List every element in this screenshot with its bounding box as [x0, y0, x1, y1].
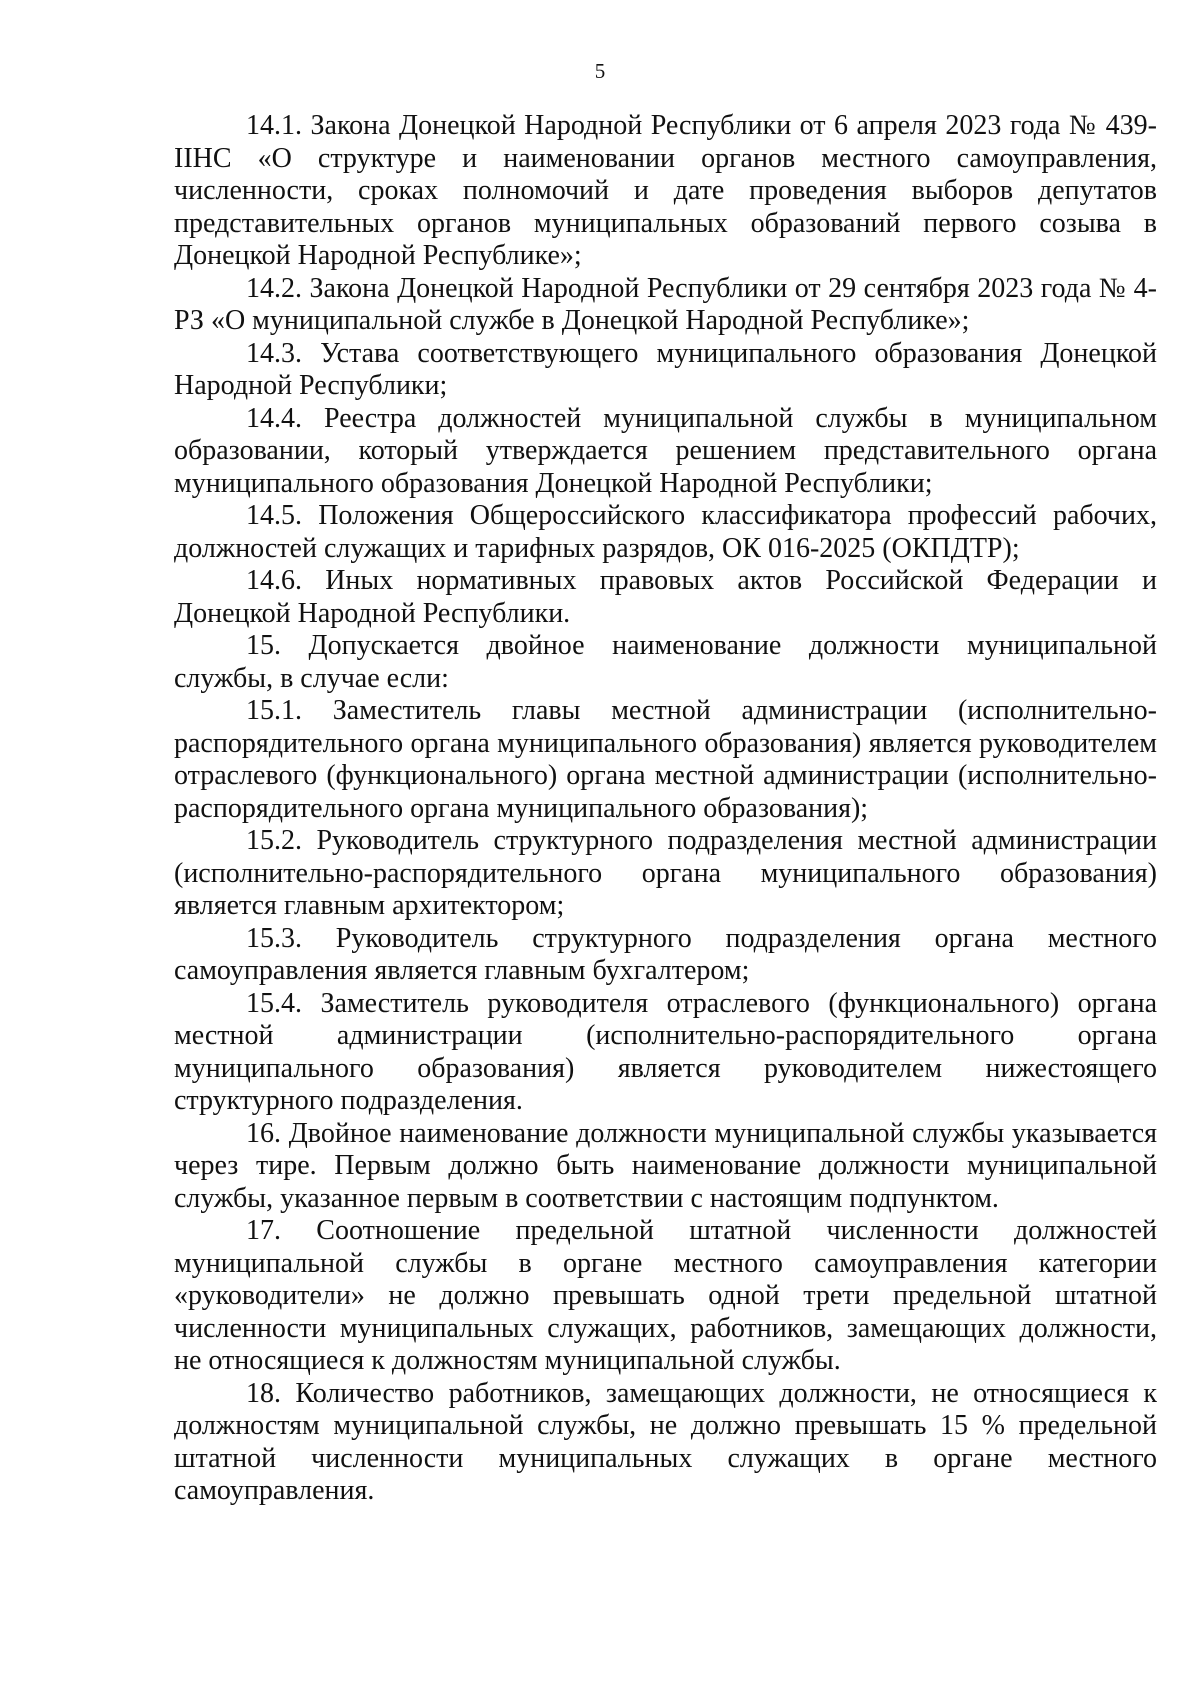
paragraph-15: 15. Допускается двойное наименование должности муниципальной службы, в случае если:	[174, 630, 1157, 694]
paragraph-14-6: 14.6. Иных нормативных правовых актов Российской Федерации и Донецкой Народной Республики.	[174, 565, 1157, 629]
paragraph-15-1: 15.1. Заместитель главы местной администрации (исполнительно-распорядительного органа муниципального образования) является руководителем отраслевого (функционального) органа местной администрации (исполнительно-распорядительного органа муниципального образования);	[174, 695, 1157, 824]
paragraph-15-4: 15.4. Заместитель руководителя отраслевого (функционального) органа местной администрации (исполнительно-распорядительного органа муниципального образования) является руководителем нижестоящего структурного подразделения.	[174, 987, 1157, 1116]
paragraph-18: 18. Количество работников, замещающих должности, не относящиеся к должностям муниципальной службы, не должно превышать 15 % предельной штатной численности муниципальных служащих в органе местного самоуправления.	[174, 1377, 1157, 1506]
paragraph-14-2: 14.2. Закона Донецкой Народной Республики от 29 сентября 2023 года № 4-РЗ «О муниципальной службе в Донецкой Народной Республике»;	[174, 272, 1157, 336]
paragraph-14-5: 14.5. Положения Общероссийского классификатора профессий рабочих, должностей служащих и тарифных разрядов, ОК 016-2025 (ОКПДТР);	[174, 500, 1157, 564]
paragraph-14-1: 14.1. Закона Донецкой Народной Республики от 6 апреля 2023 года № 439-IIНС «О структуре и наименовании органов местного самоуправления, численности, сроках полномочий и дате проведения выборов депутатов представительных органов муниципальных образований первого созыва в Донецкой Народной Республике»;	[174, 110, 1157, 271]
paragraph-15-3: 15.3. Руководитель структурного подразделения органа местного самоуправления является главным бухгалтером;	[174, 922, 1157, 986]
page-number: 5	[594, 59, 606, 83]
paragraph-14-3: 14.3. Устава соответствующего муниципального образования Донецкой Народной Республики;	[174, 337, 1157, 401]
paragraph-17: 17. Соотношение предельной штатной численности должностей муниципальной службы в органе местного самоуправления категории «руководители» не должно превышать одной трети предельной штатной численности муниципальных служащих, работников, замещающих должности, не относящиеся к должностям муниципальной службы.	[174, 1215, 1157, 1376]
paragraph-15-2: 15.2. Руководитель структурного подразделения местной администрации (исполнительно-распорядительного органа муниципального образования) является главным архитектором;	[174, 825, 1157, 921]
paragraph-16: 16. Двойное наименование должности муниципальной службы указывается через тире. Первым должно быть наименование должности муниципальной службы, указанное первым в соответствии с настоящим подпунктом.	[174, 1117, 1157, 1214]
document-body	[174, 110, 1157, 1508]
paragraph-14-4: 14.4. Реестра должностей муниципальной службы в муниципальном образовании, который утверждается решением представительного органа муниципального образования Донецкой Народной Республики;	[174, 402, 1157, 499]
